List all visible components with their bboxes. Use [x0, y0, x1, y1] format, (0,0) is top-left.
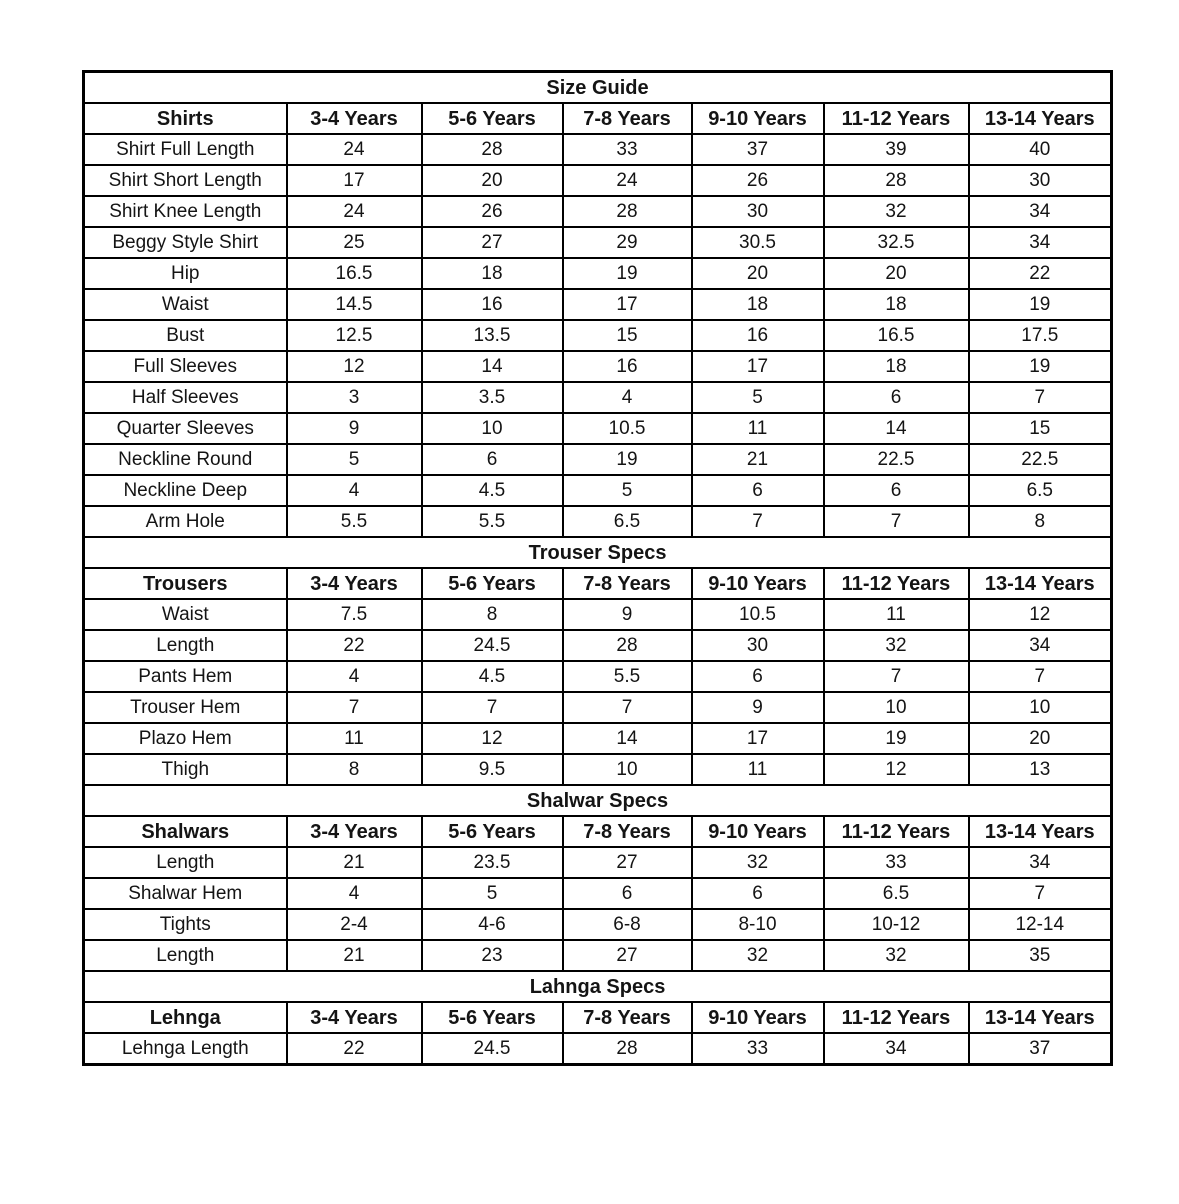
cell-value: 6-8	[563, 909, 692, 940]
cell-value: 34	[969, 847, 1112, 878]
cell-value: 9	[692, 692, 824, 723]
cell-value: 19	[563, 444, 692, 475]
table-row	[84, 413, 1112, 444]
row-label: Neckline Deep	[84, 475, 287, 506]
table-row	[84, 444, 1112, 475]
cell-value: 11	[287, 723, 422, 754]
row-label: Trouser Hem	[84, 692, 287, 723]
table-row	[84, 723, 1112, 754]
cell-value: 6	[692, 661, 824, 692]
cell-value: 14	[563, 723, 692, 754]
cell-value: 10.5	[563, 413, 692, 444]
section-corner-label: Trousers	[84, 568, 287, 599]
table-row	[84, 630, 1112, 661]
cell-value: 34	[969, 630, 1112, 661]
section-title-row	[84, 537, 1112, 568]
cell-value: 7	[692, 506, 824, 537]
row-label: Beggy Style Shirt	[84, 227, 287, 258]
section-title-row	[84, 72, 1112, 104]
cell-value: 30	[969, 165, 1112, 196]
section-corner-label: Lehnga	[84, 1002, 287, 1033]
table-row	[84, 692, 1112, 723]
row-label: Shalwar Hem	[84, 878, 287, 909]
section-corner-label: Shalwars	[84, 816, 287, 847]
cell-value: 17.5	[969, 320, 1112, 351]
cell-value: 17	[692, 351, 824, 382]
cell-value: 7	[969, 878, 1112, 909]
cell-value: 12	[969, 599, 1112, 630]
cell-value: 34	[969, 196, 1112, 227]
table-row	[84, 754, 1112, 785]
cell-value: 8	[969, 506, 1112, 537]
cell-value: 10.5	[692, 599, 824, 630]
cell-value: 11	[824, 599, 969, 630]
cell-value: 6	[422, 444, 563, 475]
row-label: Neckline Round	[84, 444, 287, 475]
cell-value: 5.5	[563, 661, 692, 692]
cell-value: 25	[287, 227, 422, 258]
cell-value: 7	[563, 692, 692, 723]
table-row	[84, 909, 1112, 940]
column-header: 13-14 Years	[969, 1002, 1112, 1033]
cell-value: 10	[563, 754, 692, 785]
cell-value: 10	[422, 413, 563, 444]
row-label: Pants Hem	[84, 661, 287, 692]
column-header: 3-4 Years	[287, 103, 422, 134]
section-title: Lahnga Specs	[84, 971, 1112, 1002]
column-header: 11-12 Years	[824, 1002, 969, 1033]
row-label: Bust	[84, 320, 287, 351]
cell-value: 35	[969, 940, 1112, 971]
cell-value: 10	[824, 692, 969, 723]
cell-value: 8	[422, 599, 563, 630]
cell-value: 12-14	[969, 909, 1112, 940]
cell-value: 4	[287, 878, 422, 909]
cell-value: 7	[969, 382, 1112, 413]
table-row	[84, 351, 1112, 382]
row-label: Length	[84, 630, 287, 661]
cell-value: 32	[692, 847, 824, 878]
row-label: Length	[84, 940, 287, 971]
cell-value: 28	[563, 630, 692, 661]
column-header: 5-6 Years	[422, 568, 563, 599]
column-header: 9-10 Years	[692, 816, 824, 847]
row-label: Quarter Sleeves	[84, 413, 287, 444]
cell-value: 11	[692, 413, 824, 444]
cell-value: 5	[287, 444, 422, 475]
cell-value: 19	[969, 351, 1112, 382]
table-row	[84, 847, 1112, 878]
cell-value: 8	[287, 754, 422, 785]
cell-value: 18	[692, 289, 824, 320]
cell-value: 4-6	[422, 909, 563, 940]
cell-value: 9.5	[422, 754, 563, 785]
cell-value: 19	[969, 289, 1112, 320]
cell-value: 15	[563, 320, 692, 351]
cell-value: 26	[422, 196, 563, 227]
cell-value: 4	[287, 661, 422, 692]
cell-value: 27	[422, 227, 563, 258]
cell-value: 14	[824, 413, 969, 444]
table-row	[84, 289, 1112, 320]
cell-value: 18	[824, 289, 969, 320]
cell-value: 27	[563, 940, 692, 971]
cell-value: 6	[824, 382, 969, 413]
row-label: Plazo Hem	[84, 723, 287, 754]
cell-value: 30.5	[692, 227, 824, 258]
cell-value: 9	[287, 413, 422, 444]
cell-value: 16.5	[287, 258, 422, 289]
cell-value: 29	[563, 227, 692, 258]
cell-value: 6	[563, 878, 692, 909]
cell-value: 16.5	[824, 320, 969, 351]
column-header: 7-8 Years	[563, 1002, 692, 1033]
cell-value: 6.5	[824, 878, 969, 909]
cell-value: 34	[824, 1033, 969, 1065]
cell-value: 33	[563, 134, 692, 165]
column-header: 3-4 Years	[287, 1002, 422, 1033]
row-label: Thigh	[84, 754, 287, 785]
cell-value: 10-12	[824, 909, 969, 940]
row-label: Length	[84, 847, 287, 878]
cell-value: 6	[692, 475, 824, 506]
cell-value: 13	[969, 754, 1112, 785]
cell-value: 33	[692, 1033, 824, 1065]
cell-value: 7	[287, 692, 422, 723]
table-row	[84, 878, 1112, 909]
cell-value: 17	[563, 289, 692, 320]
cell-value: 22	[969, 258, 1112, 289]
table-row	[84, 382, 1112, 413]
cell-value: 4	[563, 382, 692, 413]
row-label: Half Sleeves	[84, 382, 287, 413]
cell-value: 30	[692, 196, 824, 227]
cell-value: 7	[422, 692, 563, 723]
cell-value: 32	[824, 196, 969, 227]
cell-value: 20	[692, 258, 824, 289]
cell-value: 20	[969, 723, 1112, 754]
column-header: 7-8 Years	[563, 103, 692, 134]
column-header: 13-14 Years	[969, 816, 1112, 847]
table-row	[84, 196, 1112, 227]
cell-value: 7	[824, 506, 969, 537]
cell-value: 12	[422, 723, 563, 754]
cell-value: 8-10	[692, 909, 824, 940]
column-header: 5-6 Years	[422, 1002, 563, 1033]
row-label: Shirt Full Length	[84, 134, 287, 165]
cell-value: 27	[563, 847, 692, 878]
row-label: Hip	[84, 258, 287, 289]
column-header: 13-14 Years	[969, 568, 1112, 599]
cell-value: 24	[287, 134, 422, 165]
cell-value: 34	[969, 227, 1112, 258]
cell-value: 20	[824, 258, 969, 289]
section-title-row	[84, 785, 1112, 816]
cell-value: 7.5	[287, 599, 422, 630]
cell-value: 32	[824, 630, 969, 661]
cell-value: 5.5	[287, 506, 422, 537]
table-row	[84, 1033, 1112, 1065]
table-row	[84, 258, 1112, 289]
cell-value: 18	[422, 258, 563, 289]
table-row	[84, 165, 1112, 196]
cell-value: 16	[563, 351, 692, 382]
cell-value: 5	[563, 475, 692, 506]
cell-value: 13.5	[422, 320, 563, 351]
cell-value: 23	[422, 940, 563, 971]
section-title-row	[84, 971, 1112, 1002]
cell-value: 32.5	[824, 227, 969, 258]
cell-value: 24.5	[422, 630, 563, 661]
cell-value: 12	[287, 351, 422, 382]
column-header: 9-10 Years	[692, 568, 824, 599]
table-row	[84, 475, 1112, 506]
cell-value: 21	[287, 940, 422, 971]
cell-value: 28	[563, 196, 692, 227]
cell-value: 32	[824, 940, 969, 971]
column-header-row	[84, 1002, 1112, 1033]
cell-value: 15	[969, 413, 1112, 444]
column-header: 13-14 Years	[969, 103, 1112, 134]
table-row	[84, 599, 1112, 630]
cell-value: 2-4	[287, 909, 422, 940]
cell-value: 22	[287, 630, 422, 661]
cell-value: 3	[287, 382, 422, 413]
cell-value: 30	[692, 630, 824, 661]
cell-value: 12	[824, 754, 969, 785]
row-label: Tights	[84, 909, 287, 940]
row-label: Lehnga Length	[84, 1033, 287, 1065]
column-header: 11-12 Years	[824, 103, 969, 134]
cell-value: 39	[824, 134, 969, 165]
cell-value: 22	[287, 1033, 422, 1065]
cell-value: 24	[287, 196, 422, 227]
cell-value: 22.5	[969, 444, 1112, 475]
row-label: Waist	[84, 599, 287, 630]
cell-value: 10	[969, 692, 1112, 723]
cell-value: 24.5	[422, 1033, 563, 1065]
cell-value: 6	[824, 475, 969, 506]
column-header: 5-6 Years	[422, 816, 563, 847]
cell-value: 19	[824, 723, 969, 754]
cell-value: 40	[969, 134, 1112, 165]
column-header: 9-10 Years	[692, 1002, 824, 1033]
cell-value: 26	[692, 165, 824, 196]
cell-value: 14.5	[287, 289, 422, 320]
column-header-row	[84, 568, 1112, 599]
cell-value: 14	[422, 351, 563, 382]
table-row	[84, 134, 1112, 165]
cell-value: 22.5	[824, 444, 969, 475]
cell-value: 16	[692, 320, 824, 351]
table-row	[84, 320, 1112, 351]
column-header: 11-12 Years	[824, 816, 969, 847]
cell-value: 7	[824, 661, 969, 692]
cell-value: 6.5	[563, 506, 692, 537]
cell-value: 9	[563, 599, 692, 630]
cell-value: 24	[563, 165, 692, 196]
row-label: Shirt Knee Length	[84, 196, 287, 227]
column-header: 7-8 Years	[563, 816, 692, 847]
row-label: Shirt Short Length	[84, 165, 287, 196]
section-corner-label: Shirts	[84, 103, 287, 134]
cell-value: 23.5	[422, 847, 563, 878]
column-header: 3-4 Years	[287, 568, 422, 599]
cell-value: 5.5	[422, 506, 563, 537]
column-header: 9-10 Years	[692, 103, 824, 134]
cell-value: 21	[287, 847, 422, 878]
column-header-row	[84, 103, 1112, 134]
table-row	[84, 227, 1112, 258]
cell-value: 3.5	[422, 382, 563, 413]
size-guide-table	[82, 70, 1113, 1066]
section-title: Size Guide	[84, 72, 1112, 104]
row-label: Arm Hole	[84, 506, 287, 537]
cell-value: 28	[563, 1033, 692, 1065]
cell-value: 28	[824, 165, 969, 196]
row-label: Full Sleeves	[84, 351, 287, 382]
cell-value: 11	[692, 754, 824, 785]
cell-value: 20	[422, 165, 563, 196]
column-header-row	[84, 816, 1112, 847]
table-row	[84, 940, 1112, 971]
cell-value: 6.5	[969, 475, 1112, 506]
table-row	[84, 661, 1112, 692]
cell-value: 5	[692, 382, 824, 413]
cell-value: 4.5	[422, 475, 563, 506]
cell-value: 17	[287, 165, 422, 196]
cell-value: 12.5	[287, 320, 422, 351]
column-header: 11-12 Years	[824, 568, 969, 599]
column-header: 5-6 Years	[422, 103, 563, 134]
cell-value: 17	[692, 723, 824, 754]
cell-value: 19	[563, 258, 692, 289]
section-title: Shalwar Specs	[84, 785, 1112, 816]
cell-value: 28	[422, 134, 563, 165]
table-row	[84, 506, 1112, 537]
cell-value: 32	[692, 940, 824, 971]
cell-value: 21	[692, 444, 824, 475]
cell-value: 33	[824, 847, 969, 878]
cell-value: 37	[969, 1033, 1112, 1065]
cell-value: 7	[969, 661, 1112, 692]
row-label: Waist	[84, 289, 287, 320]
cell-value: 5	[422, 878, 563, 909]
column-header: 7-8 Years	[563, 568, 692, 599]
cell-value: 4.5	[422, 661, 563, 692]
section-title: Trouser Specs	[84, 537, 1112, 568]
cell-value: 6	[692, 878, 824, 909]
cell-value: 18	[824, 351, 969, 382]
cell-value: 16	[422, 289, 563, 320]
column-header: 3-4 Years	[287, 816, 422, 847]
cell-value: 37	[692, 134, 824, 165]
cell-value: 4	[287, 475, 422, 506]
